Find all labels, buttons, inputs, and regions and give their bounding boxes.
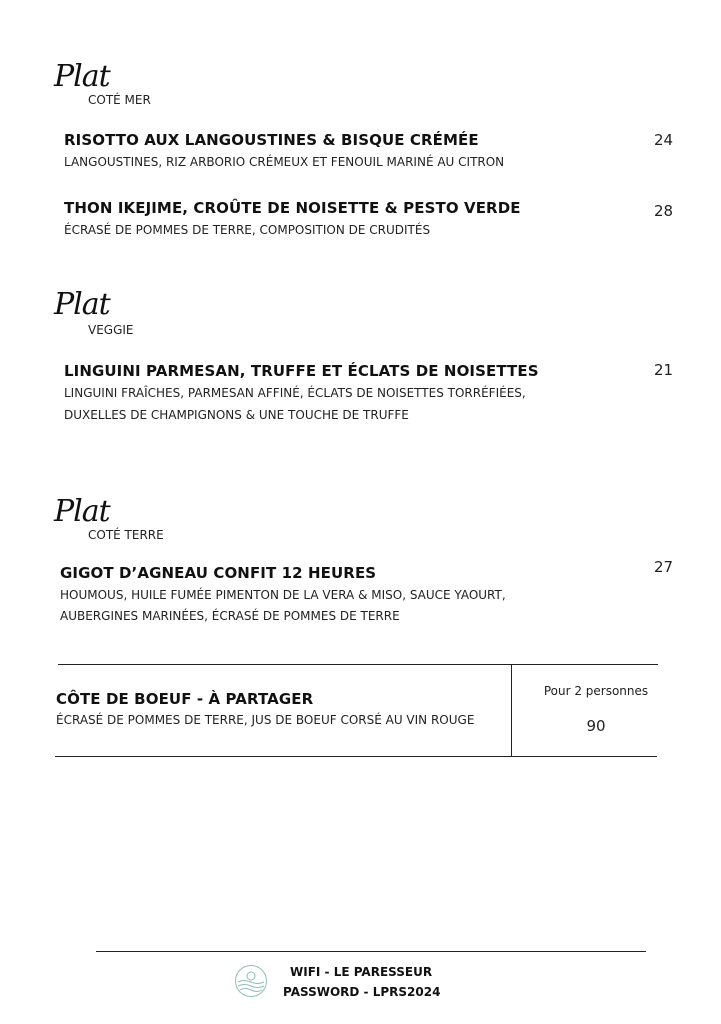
section-subtitle: COTÉ MER bbox=[88, 93, 151, 107]
section-script-title: Plat bbox=[54, 59, 110, 94]
dish-desc: AUBERGINES MARINÉES, ÉCRASÉ DE POMMES DE TERRE bbox=[60, 609, 400, 623]
section-script-title: Plat bbox=[54, 287, 110, 322]
wifi-name: WIFI - LE PARESSEUR bbox=[290, 965, 433, 979]
divider bbox=[55, 756, 657, 757]
dish-desc: ÉCRASÉ DE POMMES DE TERRE, COMPOSITION DE CRUDITÉS bbox=[64, 223, 431, 237]
dish-desc: HOUMOUS, HUILE FUMÉE PIMENTON DE LA VERA & MISO, SAUCE YAOURT, bbox=[60, 588, 506, 602]
dish-name: GIGOT D’AGNEAU CONFIT 12 HEURES bbox=[60, 564, 377, 582]
share-dish-desc: ÉCRASÉ DE POMMES DE TERRE, JUS DE BOEUF CORSÉ AU VIN ROUGE bbox=[56, 713, 475, 727]
dish-desc: LANGOUSTINES, RIZ ARBORIO CRÉMEUX ET FENOUIL MARINÉ AU CITRON bbox=[64, 155, 505, 169]
dish-price: 21 bbox=[654, 361, 674, 379]
dish-desc: LINGUINI FRAÎCHES, PARMESAN AFFINÉ, ÉCLATS DE NOISETTES TORRÉFIÉES, bbox=[64, 386, 526, 400]
footer-divider bbox=[96, 951, 646, 952]
wifi-password: PASSWORD - LPRS2024 bbox=[283, 985, 441, 999]
dish-name: RISOTTO AUX LANGOUSTINES & BISQUE CRÉMÉE bbox=[64, 131, 479, 149]
share-dish-name: CÔTE DE BOEUF - À PARTAGER bbox=[56, 690, 314, 708]
share-price: 90 bbox=[586, 717, 606, 735]
dish-price: 24 bbox=[654, 131, 674, 149]
sun-waves-logo-icon bbox=[234, 964, 268, 998]
dish-name: LINGUINI PARMESAN, TRUFFE ET ÉCLATS DE NOISETTES bbox=[64, 362, 539, 380]
section-subtitle: VEGGIE bbox=[88, 323, 134, 337]
section-subtitle: COTÉ TERRE bbox=[88, 528, 164, 542]
section-script-title: Plat bbox=[54, 494, 110, 529]
divider bbox=[511, 665, 512, 756]
dish-price: 27 bbox=[654, 558, 674, 576]
dish-name: THON IKEJIME, CROÛTE DE NOISETTE & PESTO VERDE bbox=[64, 199, 521, 217]
share-note: Pour 2 personnes bbox=[543, 684, 649, 698]
divider bbox=[58, 664, 658, 665]
dish-price: 28 bbox=[654, 202, 674, 220]
dish-desc: DUXELLES DE CHAMPIGNONS & UNE TOUCHE DE TRUFFE bbox=[64, 408, 409, 422]
